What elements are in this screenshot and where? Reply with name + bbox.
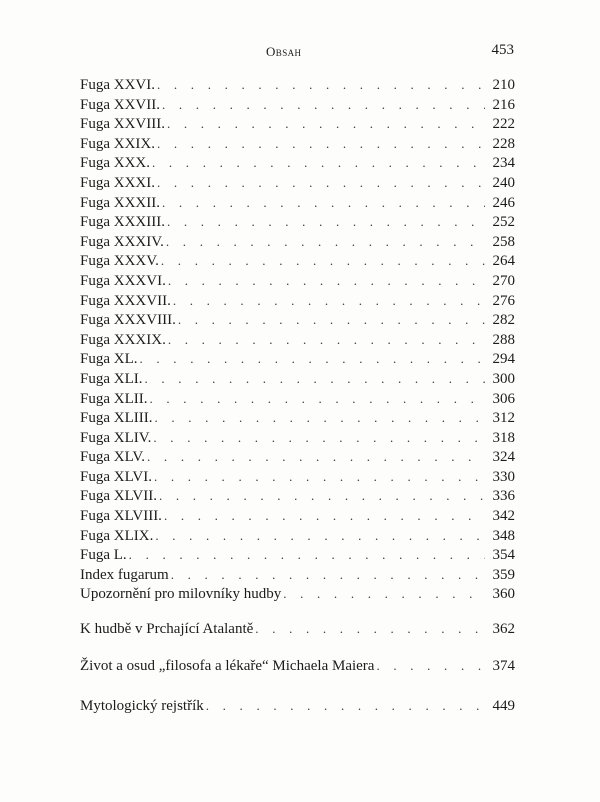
running-header-title: Obsah: [266, 44, 302, 59]
toc-entry: [80, 193, 515, 213]
toc-entry-page: 234: [492, 155, 515, 172]
dot-leader: [173, 291, 485, 311]
toc-entry: [80, 271, 515, 291]
toc-entry-page: 348: [492, 527, 515, 544]
toc-entry-page: 240: [492, 174, 515, 191]
dot-leader: [255, 619, 485, 639]
toc-entry: [80, 95, 515, 115]
toc-entry-label: Fuga XXVII.: [80, 96, 160, 113]
running-header-page-number: 453: [491, 42, 514, 58]
toc-entry: [80, 114, 515, 134]
toc-entry-page: 246: [492, 194, 515, 211]
dot-leader: [171, 565, 485, 585]
toc-entry: [80, 310, 515, 330]
toc-entry-label: Fuga XLVIII.: [80, 508, 162, 525]
toc-entry: [80, 467, 515, 487]
toc-entry: [80, 369, 515, 389]
dot-leader: [157, 173, 485, 193]
toc-entry: [80, 291, 515, 311]
toc-entry-page: 252: [492, 214, 515, 231]
toc-entry-page: 288: [492, 331, 515, 348]
toc-entry-label: Fuga XXXIV.: [80, 233, 164, 250]
dot-leader: [162, 193, 485, 213]
toc-entry-page: 374: [492, 658, 515, 674]
toc-entry-label: Fuga XXXVI.: [80, 272, 166, 289]
dot-leader: [166, 232, 485, 252]
toc-entry-label: K hudbě v Prchající Atalantě: [80, 621, 254, 637]
toc-entry-label: Fuga XXVIII.: [80, 116, 165, 133]
toc-entry-page: 216: [492, 96, 515, 113]
table-of-contents: [80, 75, 515, 604]
toc-entry-label: Fuga XXXVII.: [80, 292, 171, 309]
toc-entry-label: Fuga XLV.: [80, 449, 146, 466]
toc-entry-label: Fuga XLIII.: [80, 410, 153, 427]
toc-entry-page: 318: [492, 429, 515, 446]
toc-entry-page: 362: [492, 621, 515, 637]
toc-entry-label: Život a osud „filosofa a lékaře“ Michaela Maiera: [80, 658, 375, 674]
toc-entry-page: 359: [492, 566, 515, 583]
dot-leader: [145, 369, 486, 389]
toc-entry-page: 282: [492, 312, 515, 329]
toc-entry-label: Fuga XXXIII.: [80, 214, 165, 231]
toc-entry-page: 294: [492, 351, 515, 368]
toc-entry-label: Fuga XXXV.: [80, 253, 159, 270]
toc-entry: [80, 447, 515, 467]
toc-entry: [80, 153, 515, 173]
toc-entry-page: 336: [492, 488, 515, 505]
toc-entry-label: Fuga XXVI.: [80, 77, 155, 93]
toc-entry-page: 264: [492, 253, 515, 270]
toc-entry-label: Fuga XXXI.: [80, 174, 155, 191]
toc-entry: [80, 212, 515, 232]
toc-entry-label: Fuga XXXIX.: [80, 331, 166, 348]
toc-entry: [80, 75, 515, 95]
toc-entry-page: 449: [492, 698, 515, 714]
toc-entry-label: Fuga XLVII.: [80, 488, 157, 505]
dot-leader: [154, 467, 485, 487]
toc-entry-label: Fuga XXIX.: [80, 135, 155, 152]
major-toc-entry: [80, 619, 515, 639]
toc-entry: [80, 251, 515, 271]
dot-leader: [155, 526, 485, 546]
toc-entry: [80, 134, 515, 154]
toc-entry-label: Fuga L.: [80, 547, 127, 564]
toc-entry-label: Fuga XLIX.: [80, 527, 154, 544]
toc-entry: [80, 349, 515, 369]
toc-entry-label: Upozornění pro milovníky hudby: [80, 586, 282, 603]
toc-entry-page: 312: [492, 410, 515, 427]
dot-leader: [150, 389, 486, 409]
toc-entry: [80, 526, 515, 546]
dot-leader: [129, 545, 485, 565]
toc-entry-label: Mytologický rejstřík: [80, 698, 204, 714]
toc-entry-label: Fuga XLVI.: [80, 468, 152, 485]
toc-entry-page: 276: [492, 292, 515, 309]
major-toc-entry: [80, 656, 515, 676]
dot-leader: [147, 447, 485, 467]
toc-entry-page: 300: [492, 370, 515, 387]
toc-entry-label: Fuga XXX.: [80, 155, 150, 172]
toc-entry: [80, 545, 515, 565]
toc-entry: [80, 428, 515, 448]
dot-leader: [167, 212, 485, 232]
toc-entry-label: Fuga XL.: [80, 351, 138, 368]
toc-entry: [80, 584, 515, 604]
toc-entry: [80, 389, 515, 409]
dot-leader: [168, 330, 485, 350]
toc-entry-page: 210: [492, 77, 515, 93]
dot-leader: [376, 656, 485, 676]
toc-entry-label: Fuga XLII.: [80, 390, 148, 407]
dot-leader: [140, 349, 486, 369]
toc-entry-page: 360: [492, 586, 515, 603]
toc-entry-label: Index fugarum: [80, 566, 169, 583]
dot-leader: [164, 506, 485, 526]
toc-entry-page: 324: [492, 449, 515, 466]
toc-entry-page: 306: [492, 390, 515, 407]
toc-entry-label: Fuga XXXII.: [80, 194, 160, 211]
toc-entry-page: 342: [492, 508, 515, 525]
dot-leader: [161, 251, 485, 271]
dot-leader: [168, 271, 485, 291]
dot-leader: [159, 486, 485, 506]
dot-leader: [157, 134, 485, 154]
dot-leader: [154, 408, 485, 428]
dot-leader: [152, 153, 485, 173]
toc-entry-label: Fuga XXXVIII.: [80, 312, 176, 329]
toc-entry: [80, 232, 515, 252]
dot-leader: [283, 584, 485, 604]
toc-entry: [80, 173, 515, 193]
toc-entry: [80, 486, 515, 506]
dot-leader: [178, 310, 485, 330]
toc-entry-label: Fuga XLI.: [80, 370, 143, 387]
toc-entry-page: 258: [492, 233, 515, 250]
dot-leader: [206, 696, 485, 716]
dot-leader: [157, 75, 485, 95]
toc-entry: [80, 330, 515, 350]
toc-entry: [80, 506, 515, 526]
toc-entry-page: 330: [492, 468, 515, 485]
toc-entry-page: 228: [492, 135, 515, 152]
toc-entry: [80, 408, 515, 428]
toc-entry-page: 222: [492, 116, 515, 133]
dot-leader: [153, 428, 485, 448]
toc-entry-page: 270: [492, 272, 515, 289]
toc-entry: [80, 565, 515, 585]
dot-leader: [162, 95, 485, 115]
major-toc-entry: [80, 696, 515, 716]
toc-entry-page: 354: [492, 547, 515, 564]
toc-entry-label: Fuga XLIV.: [80, 429, 152, 446]
dot-leader: [167, 114, 485, 134]
